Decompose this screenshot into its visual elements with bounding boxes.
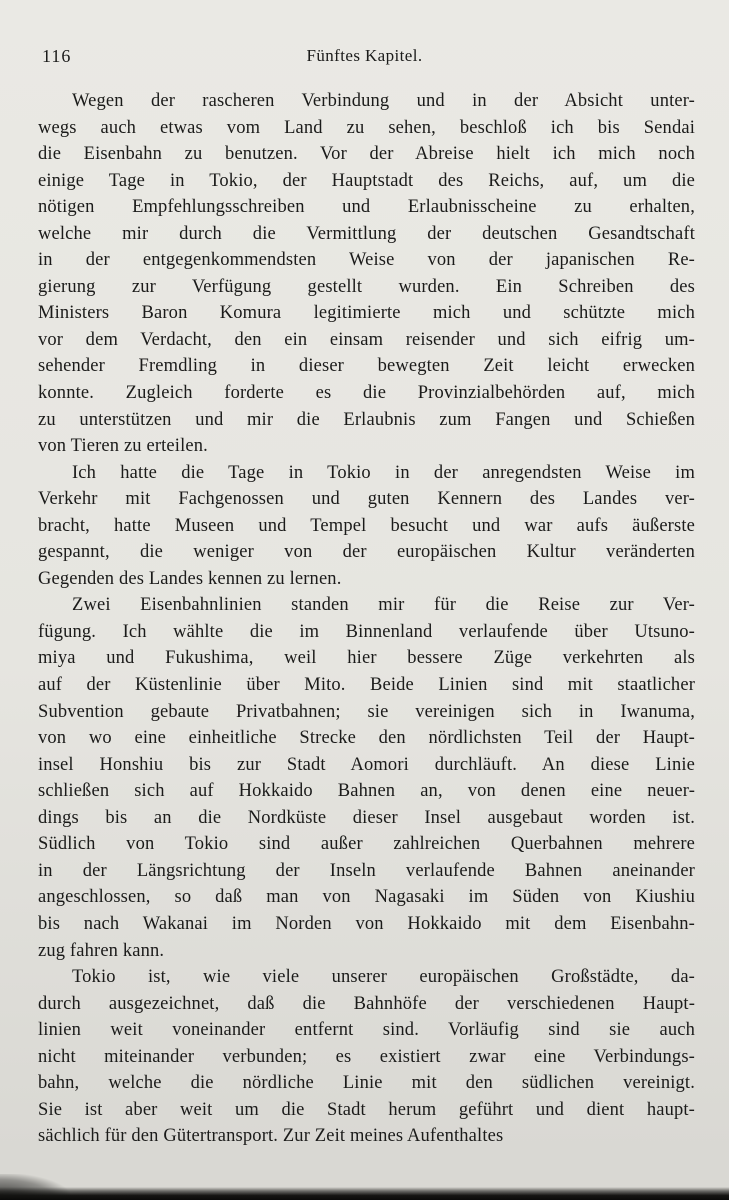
text-line: bahn, welche die nördliche Linie mit den südlichen vereinigt. [38, 1073, 695, 1094]
text-line: nötigen Empfehlungsschreiben und Erlaubnisscheine zu erhalten, [38, 197, 695, 218]
text-line: welche mir durch die Vermittlung der deutschen Gesandtschaft [38, 223, 695, 244]
text-line: zu unterstützen und mir die Erlaubnis zum Fangen und Schießen [38, 409, 695, 430]
text-line: linien weit voneinander entfernt sind. Vorläufig sind sie auch [38, 1020, 695, 1041]
text-line: sehender Fremdling in dieser bewegten Zeit leicht erwecken [38, 356, 695, 377]
text-line: Subvention gebaute Privatbahnen; sie vereinigen sich in Iwanuma, [38, 701, 695, 722]
text-line: dings bis an die Nordküste dieser Insel ausgebaut worden ist. [38, 807, 695, 828]
text-line: in der Längsrichtung der Inseln verlaufende Bahnen aneinander [38, 860, 695, 881]
text-line: Ich hatte die Tage in Tokio in der anregendsten Weise im [72, 462, 695, 483]
text-line: Ministers Baron Komura legitimierte mich und schützte mich [38, 303, 695, 324]
text-line: insel Honshiu bis zur Stadt Aomori durchläuft. An diese Linie [38, 754, 695, 775]
text-line: angeschlossen, so daß man von Nagasaki im Süden von Kiushiu [38, 887, 695, 908]
text-line: nicht miteinander verbunden; es existiert zwar eine Verbindungs- [38, 1046, 695, 1067]
page-number: 116 [42, 46, 72, 66]
text-line: von Tieren zu erteilen. [38, 436, 208, 457]
text-line: Wegen der rascheren Verbindung und in der Absicht unter- [72, 91, 695, 111]
text-line: einige Tage in Tokio, der Hauptstadt des Reichs, auf, um die [38, 170, 695, 191]
text-line: Südlich von Tokio sind außer zahlreichen Querbahnen mehrere [38, 834, 695, 855]
text-line: zug fahren kann. [38, 940, 165, 961]
text-line: durch ausgezeichnet, daß die Bahnhöfe der verschiedenen Haupt- [38, 993, 695, 1014]
text-line: sächlich für den Gütertransport. Zur Zeit meines Aufenthaltes [38, 1126, 504, 1147]
text-line: schließen sich auf Hokkaido Bahnen an, von denen eine neuer- [38, 781, 695, 802]
text-line: fügung. Ich wählte die im Binnenland verlaufende über Utsuno- [38, 621, 695, 642]
text-line: die Eisenbahn zu benutzen. Vor der Abreise hielt ich mich noch [38, 144, 695, 165]
text-line: in der entgegenkommendsten Weise von der japanischen Re- [38, 250, 695, 271]
text-line: auf der Küstenlinie über Mito. Beide Linien sind mit staatlicher [38, 675, 695, 696]
scan-edge-bottom [0, 1187, 729, 1200]
text-line: gespannt, die weniger von der europäischen Kultur veränderten [38, 542, 695, 563]
text-line: Tokio ist, wie viele unserer europäischen Großstädte, da- [72, 967, 695, 988]
text-line: bis nach Wakanai im Norden von Hokkaido mit dem Eisenbahn- [38, 913, 695, 934]
text-line: miya und Fukushima, weil hier bessere Züge verkehrten als [38, 648, 695, 669]
text-line: konnte. Zugleich forderte es die Provinzialbehörden auf, mich [38, 383, 695, 404]
text-line: gierung zur Verfügung gestellt wurden. Ein Schreiben des [38, 276, 695, 297]
text-line: bracht, hatte Museen und Tempel besucht und war aufs äußerste [38, 515, 695, 536]
text-line: von wo eine einheitliche Strecke den nördlichsten Teil der Haupt- [38, 728, 695, 749]
text-line: wegs auch etwas vom Land zu sehen, beschloß ich bis Sendai [38, 117, 695, 138]
page-header [0, 46, 729, 70]
page-body [38, 88, 695, 1150]
text-line: Sie ist aber weit um die Stadt herum geführt und dient haupt- [38, 1099, 695, 1120]
text-line: Verkehr mit Fachgenossen und guten Kennern des Landes ver- [38, 489, 695, 510]
chapter-header: Fünftes Kapitel. [306, 46, 423, 65]
text-line: vor dem Verdacht, den ein einsam reisender und sich eifrig um- [38, 329, 695, 350]
text-line: Zwei Eisenbahnlinien standen mir für die Reise zur Ver- [72, 595, 695, 616]
text-line: Gegenden des Landes kennen zu lernen. [38, 568, 342, 589]
